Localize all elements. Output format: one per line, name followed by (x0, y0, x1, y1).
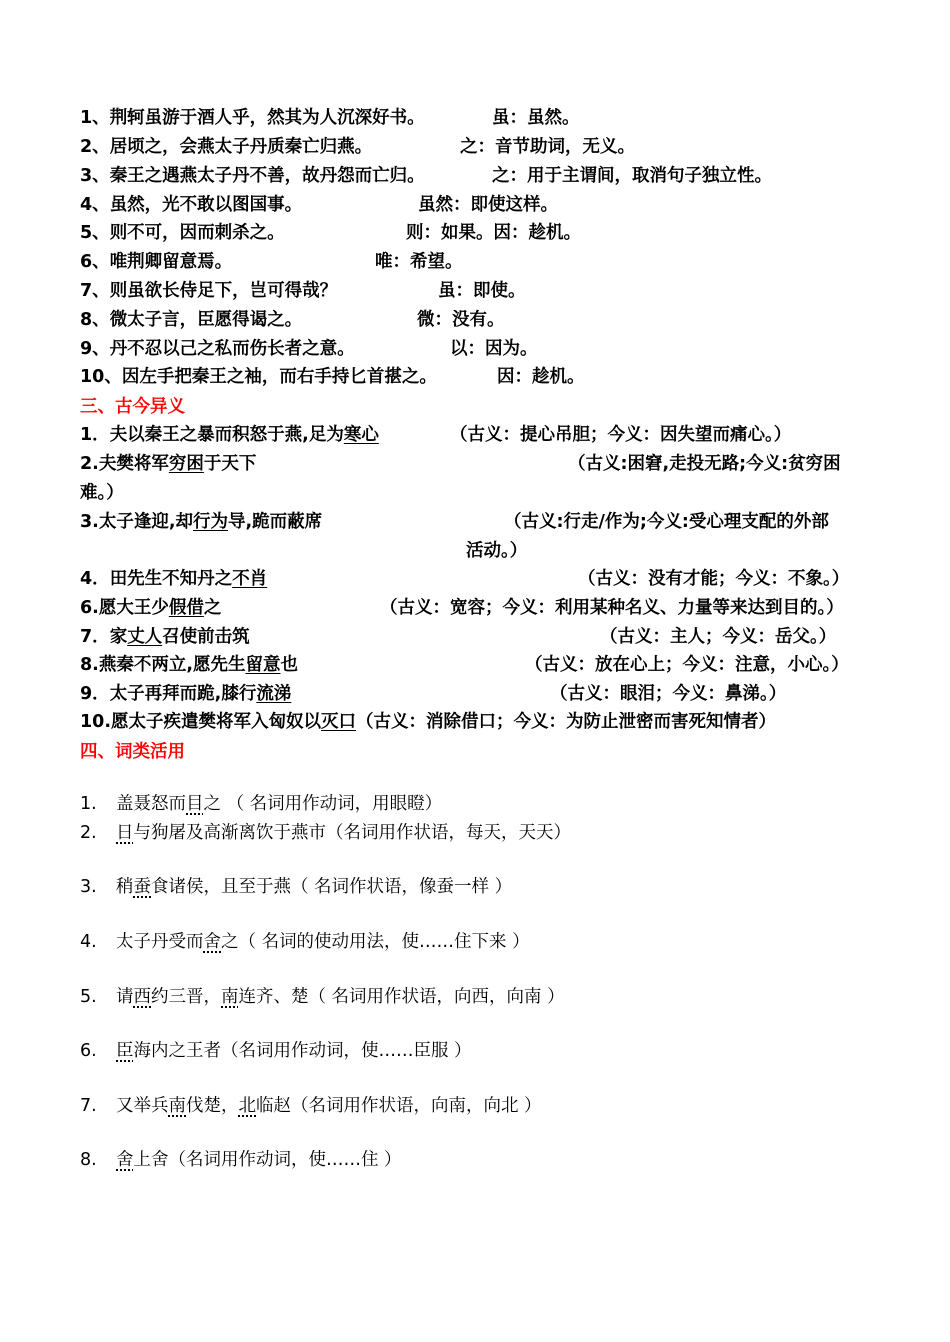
gujin-item-9: 9．太子再拜而跪,膝行流涕 （古义：眼泪；今义：鼻涕。） (80, 684, 787, 704)
gujin-item-2: 2.夫樊将军穷困于天下 （古义:困窘,走投无路;今义:贫穷困 (80, 454, 841, 474)
gujin-item-8: 8.燕秦不两立,愿先生留意也 （古义：放在心上；今义：注意，小心。） (80, 655, 849, 675)
huoyong-item-2: 2. 日与狗屠及高渐离饮于燕市（名词用作状语，每天，天天） (80, 823, 571, 843)
huoyong-item-5: 5. 请西约三晋，南连齐、楚（ 名词用作状语，向西，向南 ） (80, 987, 565, 1007)
word-item-8: 8、微太子言，臣愿得谒之。 微：没有。 (80, 310, 505, 330)
huoyong-item-1: 1. 盖聂怒而目之 （ 名词用作动词，用眼瞪） (80, 794, 443, 814)
gujin-item-6: 6.愿大王少假借之 （古义：宽容；今义：利用某种名义、力量等来达到目的。） (80, 598, 844, 618)
section-4-title: 四、词类活用 (80, 742, 185, 762)
word-item-4: 4、虽然，光不敢以图国事。 虽然：即使这样。 (80, 195, 558, 215)
gujin-item-2-cont: 难。） (80, 483, 124, 503)
gujin-item-4: 4．田先生不知丹之不肖 （古义：没有才能；今义：不象。） (80, 569, 850, 589)
section-3-title: 三、古今异义 (80, 397, 185, 417)
huoyong-item-6: 6. 臣海内之王者（名词用作动词，使……臣服 ） (80, 1041, 472, 1061)
gujin-item-3: 3.太子逢迎,却行为导,跪而蔽席 （古义:行走/作为;今义:受心理支配的外部 (80, 512, 829, 532)
gujin-item-10: 10.愿太子疾遣樊将军入匈奴以灭口（古义：消除借口；今义：为防止泄密而害死知情者） (80, 712, 777, 732)
huoyong-item-3: 3. 稍蚕食诸侯，且至于燕（ 名词作状语，像蚕一样 ） (80, 877, 513, 897)
word-item-2: 2、居顷之，会燕太子丹质秦亡归燕。 之：音节助词，无义。 (80, 137, 635, 157)
word-item-9: 9、丹不忍以己之私而伤长者之意。 以：因为。 (80, 339, 538, 359)
huoyong-item-4: 4. 太子丹受而舍之（ 名词的使动用法，使……住下来 ） (80, 932, 530, 952)
word-item-10: 10、因左手把秦王之袖，而右手持匕首揕之。 因：趁机。 (80, 367, 585, 387)
gujin-item-1: 1．夫以秦王之暴而积怒于燕,足为寒心 （古义：提心吊胆；今义：因失望而痛心。） (80, 425, 792, 445)
word-item-6: 6、唯荆卿留意焉。 唯：希望。 (80, 252, 463, 272)
word-item-3: 3、秦王之遇燕太子丹不善，故丹怨而亡归。 之：用于主谓间，取消句子独立性。 (80, 166, 772, 186)
gujin-item-3-cont: 活动。） (466, 541, 528, 561)
word-item-1: 1、荆轲虽游于酒人乎，然其为人沉深好书。 虽：虽然。 (80, 108, 580, 128)
word-item-7: 7、则虽欲长侍足下，岂可得哉？ 虽：即使。 (80, 281, 526, 301)
huoyong-item-8: 8. 舍上舍（名词用作动词，使……住 ） (80, 1150, 402, 1170)
gujin-item-7: 7．家丈人召使前击筑 （古义：主人；今义：岳父。） (80, 627, 837, 647)
word-item-5: 5、则不可，因而刺杀之。 则：如果。因：趁机。 (80, 223, 581, 243)
huoyong-item-7: 7. 又举兵南伐楚，北临赵（名词用作状语，向南，向北 ） (80, 1096, 542, 1116)
